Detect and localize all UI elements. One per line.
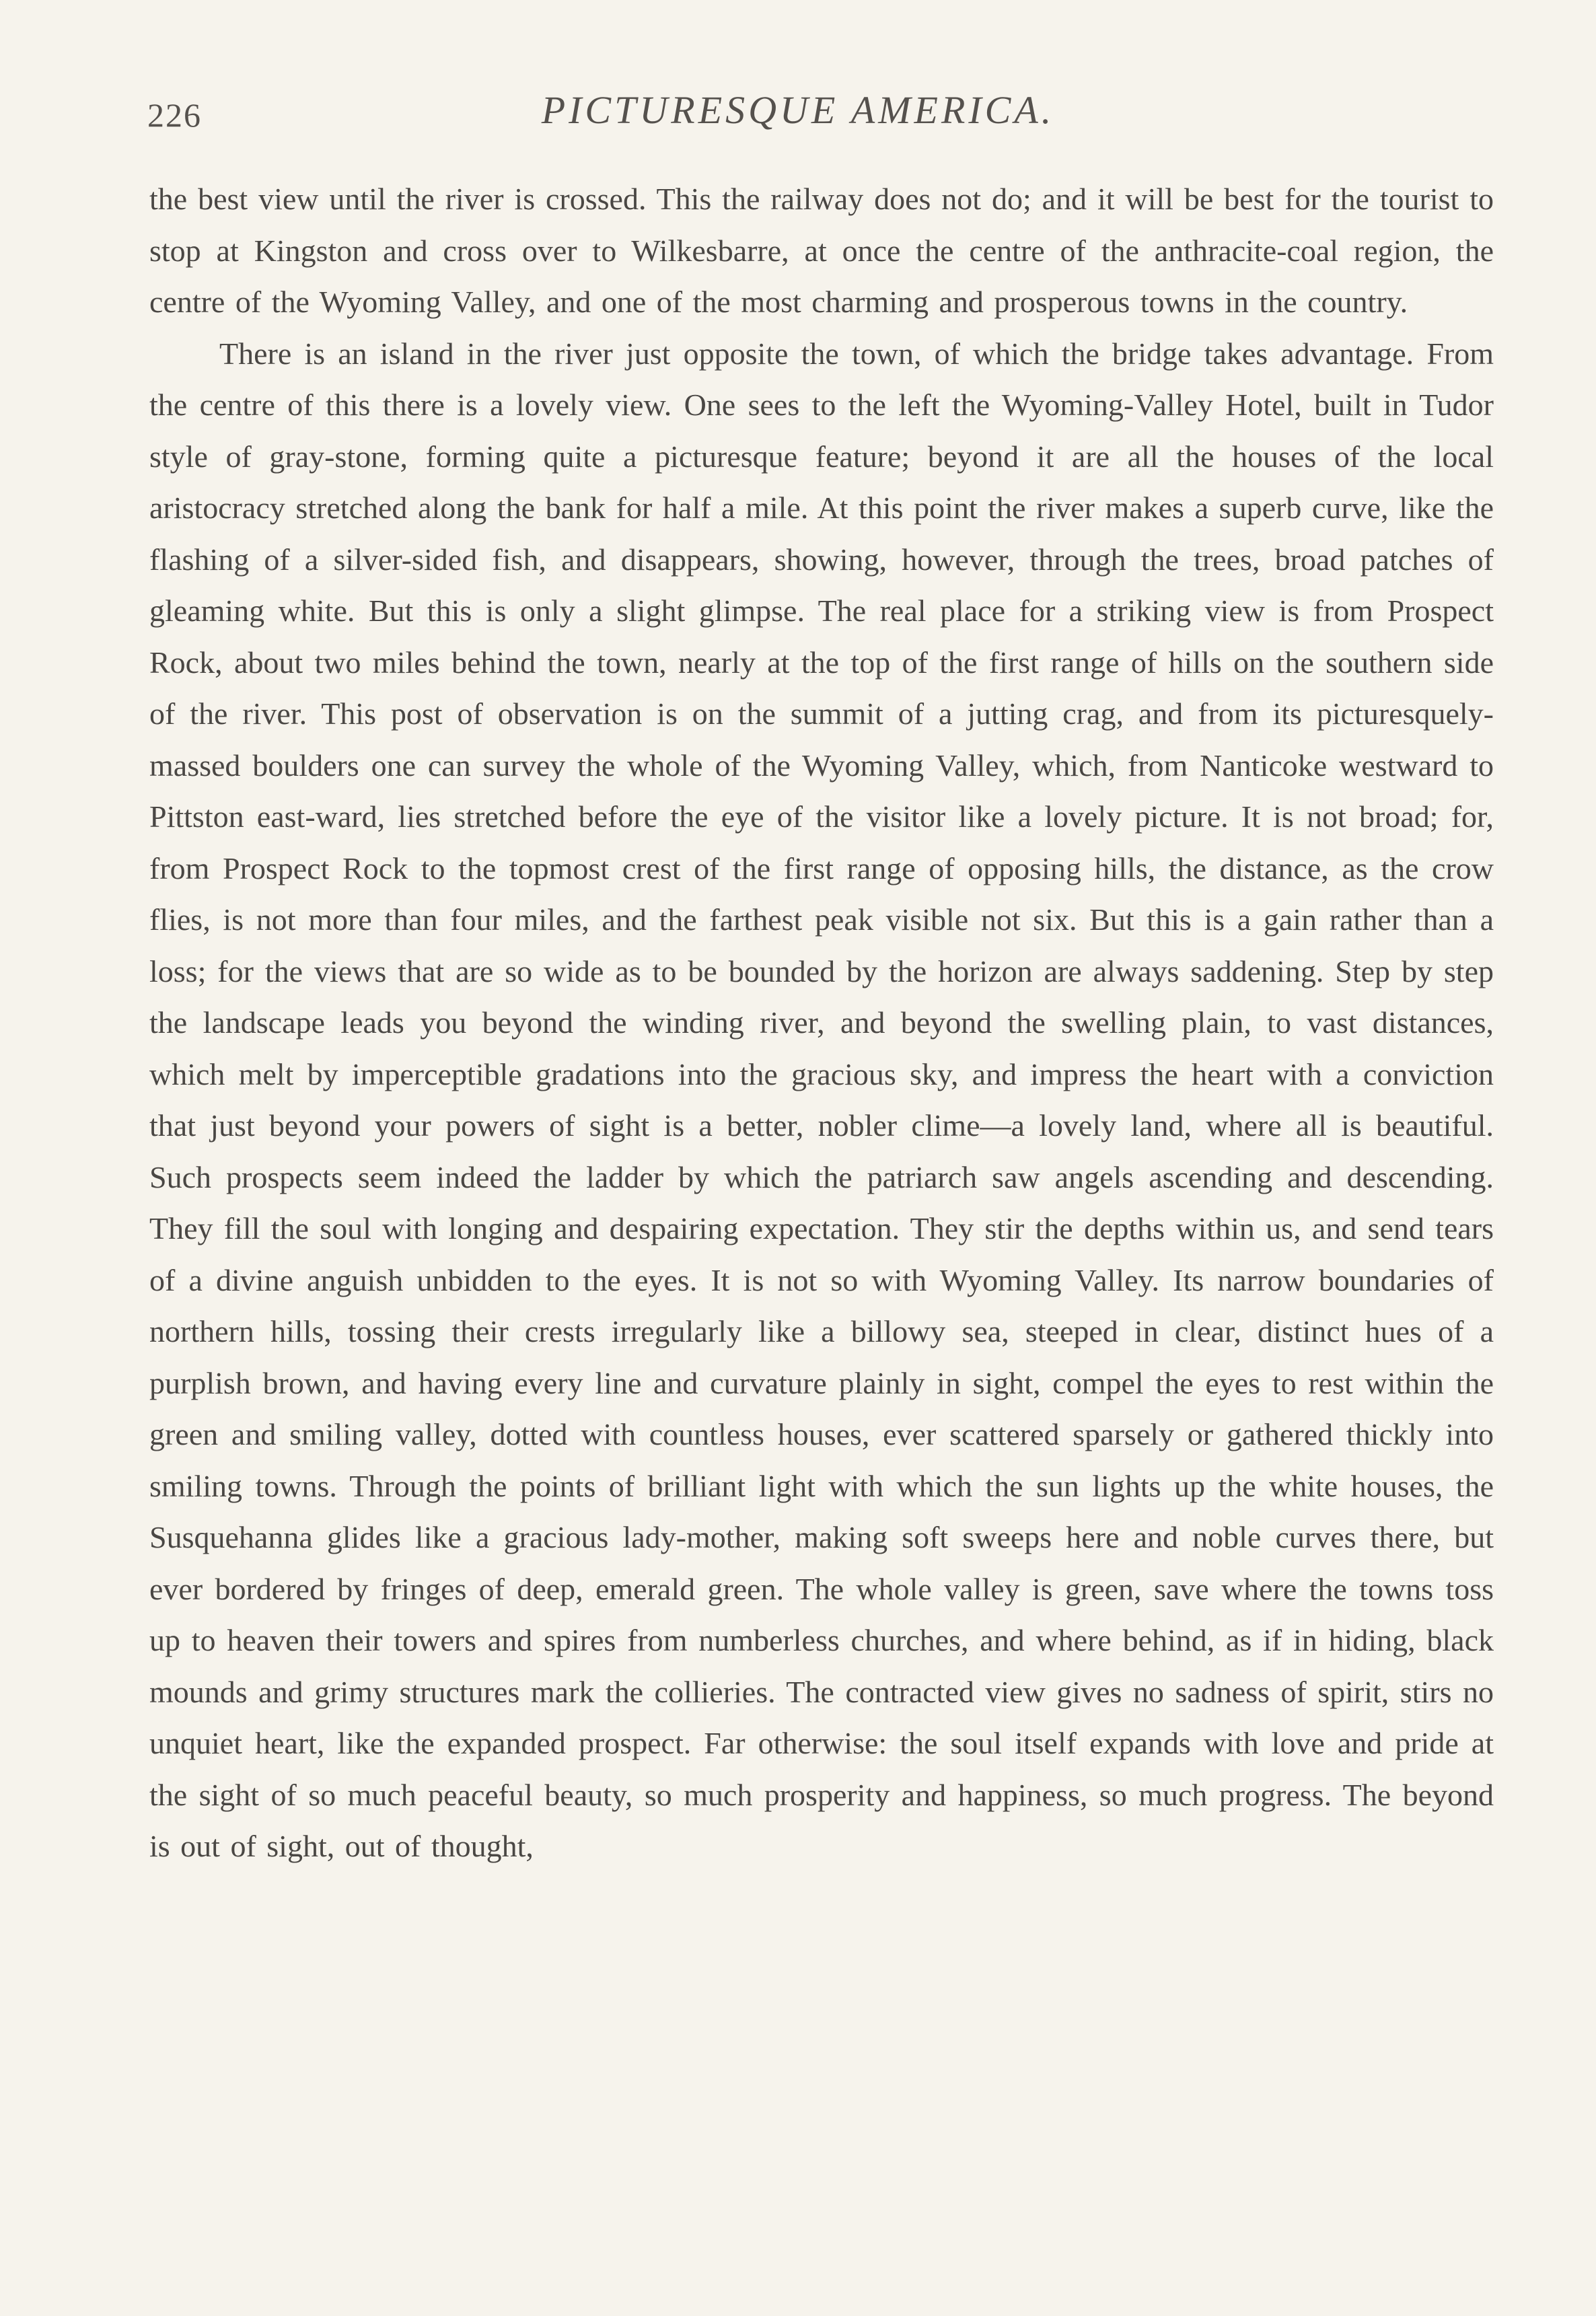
paragraph: There is an island in the river just opposite the town, of which the bridge takes advantage. From the centre of this there is a lovely view. One sees to the left the Wyoming-Valley Hotel, built in Tudor style of gray-stone, forming quite a picturesque feature; beyond it are all the houses of the local aristocracy stretched along the bank for half a mile. At this point the river makes a superb curve, like the flashing of a silver-sided fish, and disappears, showing, however, through the trees, broad patches of gleaming white. But this is only a slight glimpse. The real place for a striking view is from Prospect Rock, about two miles behind the town, nearly at the top of the first range of hills on the southern side of the river. This post of observation is on the summit of a jutting crag, and from its picturesquely-massed boulders one can survey the whole of the Wyoming Valley, which, from Nanticoke westward to Pittston east-ward, lies stretched before the eye of the visitor like a lovely picture. It is not broad; for, from Prospect Rock to the topmost crest of the first range of opposing hills, the distance, as the crow flies, is not more than four miles, and the farthest peak visible not six. But this is a gain rather than a loss; for the views that are so wide as to be bounded by the horizon are always saddening. Step by step the landscape leads you beyond the winding river, and beyond the swelling plain, to vast distances, which melt by imperceptible gradations into the gracious sky, and impress the heart with a conviction that just beyond your powers of sight is a better, nobler clime—a lovely land, where all is beautiful. Such prospects seem indeed the ladder by which the patriarch saw angels ascending and descending. They fill the soul with longing and despairing expectation. They stir the depths within us, and send tears of a divine anguish unbidden to the eyes. It is not so with Wyoming Valley. Its narrow boundaries of northern hills, tossing their crests irregularly like a billowy sea, steeped in clear, distinct hues of a purplish brown, and having every line and curvature plainly in sight, compel the eyes to rest within the green and smiling valley, dotted with countless houses, ever scattered sparsely or gathered thickly into smiling towns. Through the points of brilliant light with which the sun lights up the white houses, the Susquehanna glides like a gracious lady-mother, making soft sweeps here and noble curves there, but ever bordered by fringes of deep, emerald green. The whole valley is green, save where the towns toss up to heaven their towers and spires from numberless churches, and where behind, as if in hiding, black mounds and grimy structures mark the collieries. The contracted view gives no sadness of spirit, stirs no unquiet heart, like the expanded prospect. Far otherwise: the soul itself expands with love and pride at the sight of so much peaceful beauty, so much prosperity and happiness, so much progress. The beyond is out of sight, out of thought, [149,336,1494,1863]
paragraph: the best view until the river is crossed. This the railway does not do; and it will be best for the tourist to stop at Kingston and cross over to Wilkesbarre, at once the centre of the anthracite-coal region, the centre of the Wyoming Valley, and one of the most charming and prosperous towns in the country. [149,182,1494,319]
running-title: PICTURESQUE AMERICA. [541,88,1055,132]
body-text [149,174,1494,1873]
page-number: 226 [147,96,202,134]
